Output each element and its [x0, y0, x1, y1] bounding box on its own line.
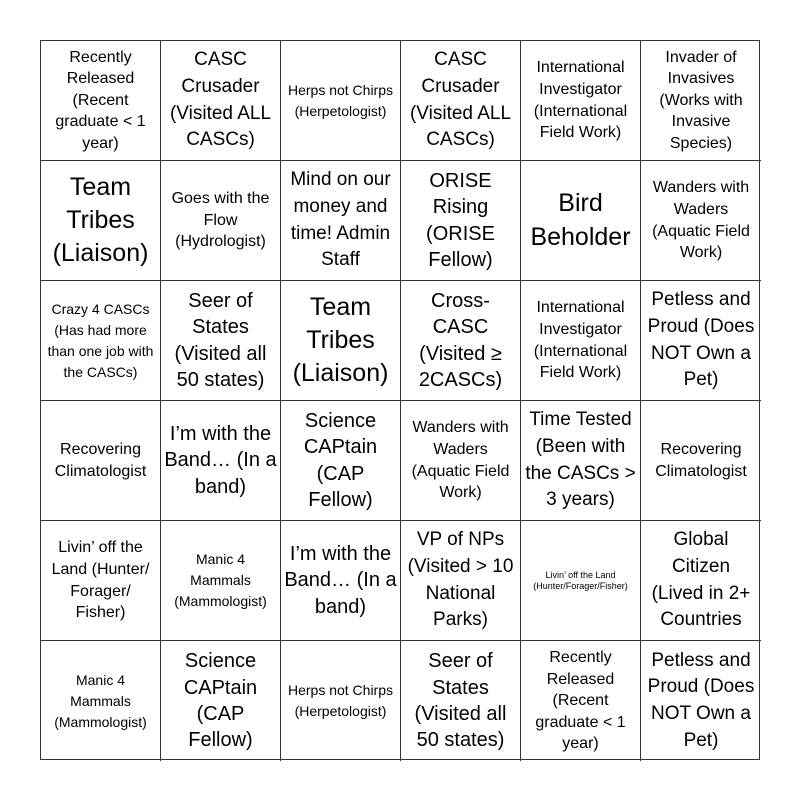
bingo-cell-r5-c6[interactable]: [641, 521, 761, 641]
bingo-cell-label: International Investigator (International Field Work): [533, 299, 628, 382]
bingo-cell-label: Recently Released (Recent graduate < 1 year): [55, 48, 146, 152]
bingo-cell-r4-c4[interactable]: [401, 401, 521, 521]
bingo-cell-r5-c4[interactable]: [401, 521, 521, 641]
bingo-cell-r1-c2[interactable]: [161, 41, 281, 161]
bingo-cell-label: VP of NPs (Visited > 10 National Parks): [407, 529, 514, 631]
bingo-cell-label: Recovering Climatologist: [54, 440, 147, 480]
bingo-cell-r6-c3[interactable]: [281, 641, 401, 761]
bingo-cell-label: I’m with the Band… (In a band): [284, 542, 397, 618]
bingo-cell-r3-c1[interactable]: [41, 281, 161, 401]
bingo-board: [40, 40, 760, 760]
bingo-cell-r3-c6[interactable]: [641, 281, 761, 401]
bingo-cell-label: Petless and Proud (Does NOT Own a Pet): [647, 649, 755, 751]
bingo-cell-label: CASC Crusader (Visited ALL CASCs): [169, 49, 272, 151]
bingo-cell-r4-c2[interactable]: [161, 401, 281, 521]
bingo-cell-label: International Investigator (International Field Work): [533, 59, 628, 142]
bingo-cell-r4-c6[interactable]: [641, 401, 761, 521]
bingo-cell-label: Goes with the Flow (Hydrologist): [171, 190, 270, 251]
bingo-cell-r2-c5[interactable]: [521, 161, 641, 281]
bingo-cell-label: Science CAPtain (CAP Fellow): [183, 650, 258, 752]
bingo-cell-r4-c1[interactable]: [41, 401, 161, 521]
bingo-cell-r6-c2[interactable]: [161, 641, 281, 761]
bingo-cell-label: Time Tested (Been with the CASCs > 3 years): [525, 409, 636, 511]
bingo-cell-label: Herps not Chirps (Herpetologist): [287, 81, 394, 119]
bingo-cell-label: Science CAPtain (CAP Fellow): [303, 409, 378, 511]
bingo-cell-r1-c5[interactable]: [521, 41, 641, 161]
bingo-cell-r3-c5[interactable]: [521, 281, 641, 401]
bingo-cell-r6-c6[interactable]: [641, 641, 761, 761]
bingo-cell-label: Manic 4 Mammals (Mammologist): [54, 671, 147, 730]
bingo-cell-label: Global Citizen (Lived in 2+ Countries: [651, 529, 751, 631]
bingo-cell-label: ORISE Rising (ORISE Fellow): [426, 169, 495, 271]
bingo-cell-r2-c3[interactable]: [281, 161, 401, 281]
bingo-cell-r6-c1[interactable]: [41, 641, 161, 761]
bingo-cell-label: Cross-CASC (Visited ≥ 2CASCs): [418, 289, 503, 391]
bingo-cell-label: Recently Released (Recent graduate < 1 year): [535, 649, 626, 753]
bingo-cell-r1-c4[interactable]: [401, 41, 521, 161]
bingo-cell-label: Seer of States (Visited all 50 states): [414, 650, 507, 752]
bingo-cell-label: Livin’ off the Land (Hunter/Forager/Fisher): [533, 570, 628, 591]
bingo-cell-label: Recovering Climatologist: [655, 440, 747, 480]
bingo-cell-label: Seer of States (Visited all 50 states): [174, 289, 267, 391]
bingo-cell-r3-c4[interactable]: [401, 281, 521, 401]
bingo-cell-r5-c1[interactable]: [41, 521, 161, 641]
bingo-cell-r4-c5[interactable]: [521, 401, 641, 521]
bingo-cell-r2-c2[interactable]: [161, 161, 281, 281]
bingo-cell-label: Petless and Proud (Does NOT Own a Pet): [647, 289, 755, 391]
bingo-cell-r5-c5[interactable]: [521, 521, 641, 641]
bingo-cell-r1-c3[interactable]: [281, 41, 401, 161]
bingo-cell-r5-c2[interactable]: [161, 521, 281, 641]
bingo-cell-r3-c3[interactable]: [281, 281, 401, 401]
bingo-cell-label: Crazy 4 CASCs (Has had more than one job with the CASCs): [47, 300, 154, 380]
bingo-cell-label: Team Tribes (Liaison): [292, 292, 389, 388]
bingo-cell-label: I’m with the Band… (In a band): [164, 422, 277, 498]
bingo-cell-label: Invader of Invasives (Works with Invasive Species): [659, 48, 743, 152]
bingo-cell-r1-c6[interactable]: [641, 41, 761, 161]
bingo-cell-label: Herps not Chirps (Herpetologist): [287, 682, 394, 719]
bingo-cell-label: Wanders with Waders (Aquatic Field Work): [411, 419, 510, 502]
bingo-cell-r2-c1[interactable]: [41, 161, 161, 281]
bingo-cell-r1-c1[interactable]: [41, 41, 161, 161]
bingo-cell-label: CASC Crusader (Visited ALL CASCs): [409, 49, 512, 151]
bingo-cell-label: Wanders with Waders (Aquatic Field Work): [652, 179, 750, 262]
bingo-cell-label: Mind on our money and time! Admin Staff: [290, 169, 391, 271]
bingo-cell-r6-c4[interactable]: [401, 641, 521, 761]
bingo-cell-r2-c6[interactable]: [641, 161, 761, 281]
bingo-cell-label: Bird Beholder: [530, 189, 631, 251]
bingo-cell-label: Livin’ off the Land (Hunter/ Forager/ Fisher): [51, 539, 150, 622]
bingo-cell-r4-c3[interactable]: [281, 401, 401, 521]
bingo-cell-r3-c2[interactable]: [161, 281, 281, 401]
bingo-cell-r5-c3[interactable]: [281, 521, 401, 641]
bingo-cell-r2-c4[interactable]: [401, 161, 521, 281]
bingo-cell-label: Manic 4 Mammals (Mammologist): [174, 551, 267, 609]
bingo-cell-r6-c5[interactable]: [521, 641, 641, 761]
bingo-cell-label: Team Tribes (Liaison): [52, 172, 149, 268]
